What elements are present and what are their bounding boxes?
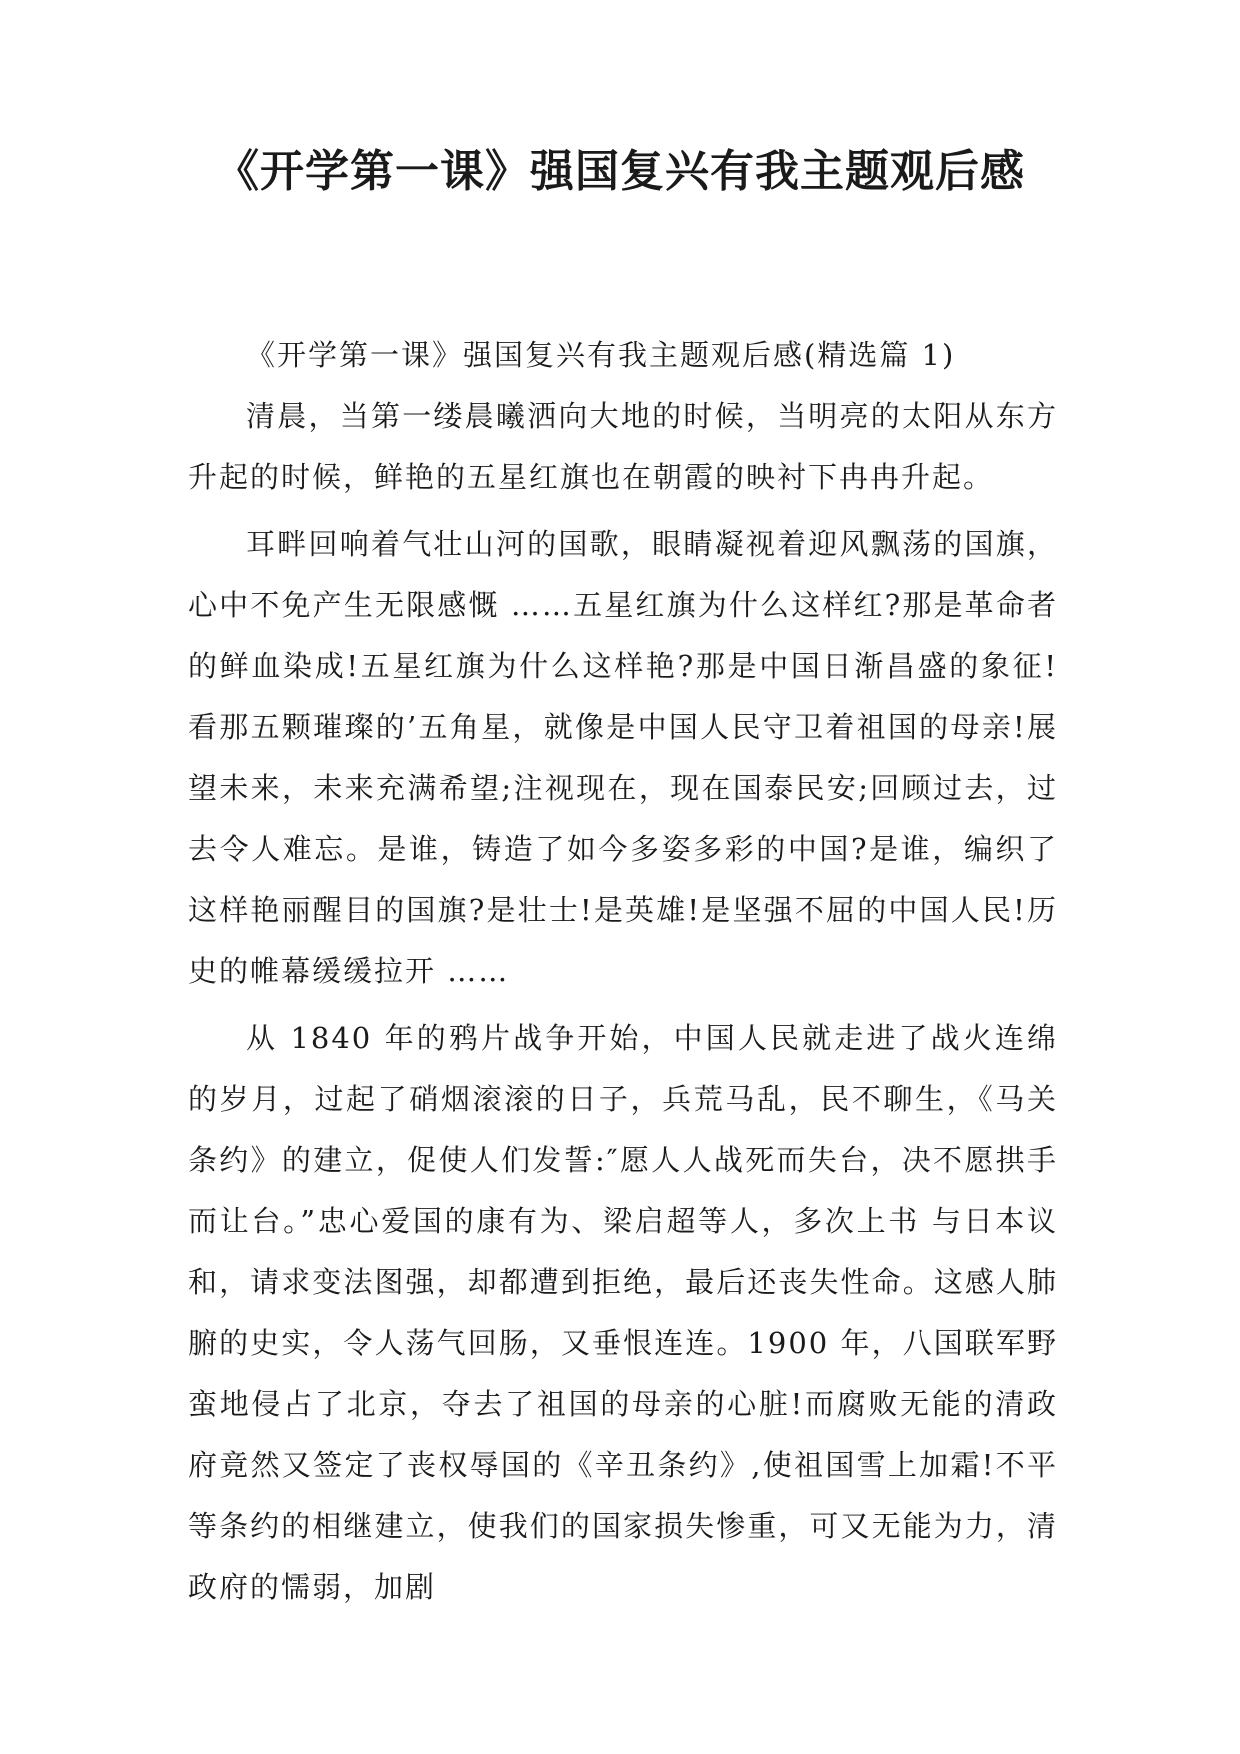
document-body (188, 325, 1058, 1618)
section-subtitle: 《开学第一课》强国复兴有我主题观后感(精选篇 1) (246, 338, 956, 372)
document-title: 《开学第一课》强国复兴有我主题观后感 (215, 146, 1025, 197)
paragraph-3: 从 1840 年的鸦片战争开始，中国人民就走进了战火连绵的岁月，过起了硝烟滚滚的日子，兵荒马乱，民不聊生，《马关条约》的建立，促使人们发誓:″愿人人战死而失台，决不愿拱手而让台。”忠心爱国的康有为、梁启超等人，多次上书 与日本议和，请求变法图强，却都遭到拒绝，最后还丧失性命。这感人肺腑的史实，令人荡气回肠，又垂恨连连。1900 年，八国联军野蛮地侵占了北京，夺去了祖国的母亲的心脏!而腐败无能的清政府竟然又签定了丧权辱国的《辛丑条约》,使祖国雪上加霜!不平等条约的相继建立，使我们的国家损失惨重，可又无能为力，清政府的懦弱，加剧 (188, 1021, 1058, 1604)
paragraph-1: 清晨，当第一缕晨曦洒向大地的时候，当明亮的太阳从东方升起的时候，鲜艳的五星红旗也在朝霞的映衬下冉冉升起。 (188, 399, 1058, 494)
paragraph-2: 耳畔回响着气壮山河的国歌，眼睛凝视着迎风飘荡的国旗，心中不免产生无限感慨 ……五星红旗为什么这样红?那是革命者的鲜血染成!五星红旗为什么这样艳?那是中国日渐昌盛的象征!看那五颗璀璨的’五角星，就像是中国人民守卫着祖国的母亲!展望未来，未来充满希望;注视现在，现在国泰民安;回顾过去，过去令人难忘。是谁，铸造了如今多姿多彩的中国?是谁，编织了这样艳丽醒目的国旗?是壮士!是英雄!是坚强不屈的中国人民!历史的帷幕缓缓拉开 …… (188, 527, 1058, 988)
